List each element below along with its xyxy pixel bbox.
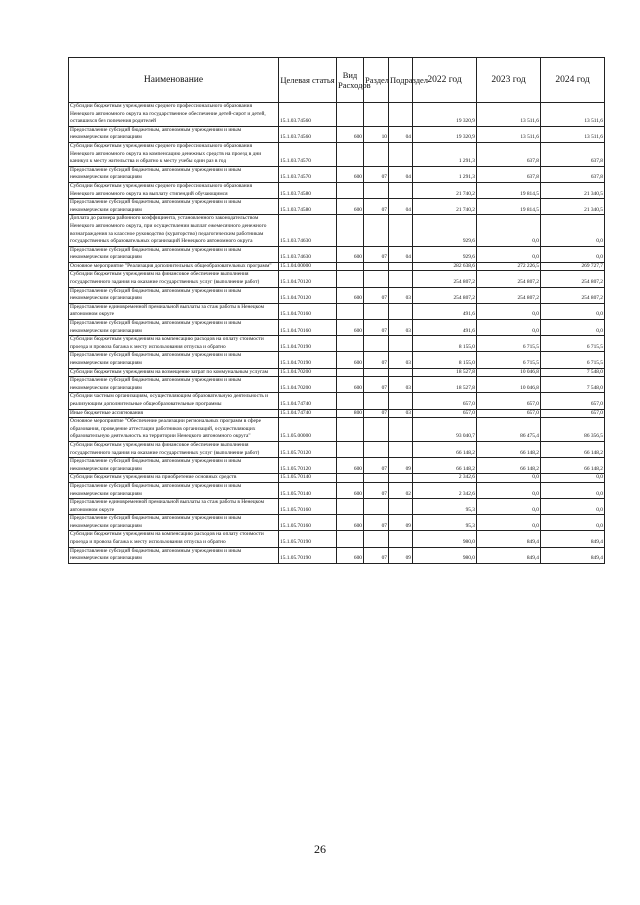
table-row [69, 166, 605, 182]
table-row [69, 482, 605, 498]
row-section: 07 [364, 377, 389, 393]
header-section: Раздел [364, 58, 389, 103]
row-value-2024: 0,0 [541, 215, 605, 246]
row-expense-kind [337, 368, 364, 377]
row-expense-kind [337, 393, 364, 409]
row-section [364, 271, 389, 287]
row-expense-kind [337, 103, 364, 127]
row-subsection [389, 336, 413, 352]
table-row [69, 142, 605, 166]
row-subsection: 03 [389, 287, 413, 303]
row-target-article: 15.1.04.70190 [279, 352, 337, 368]
row-target-article: 15.1.03.74570 [279, 142, 337, 166]
row-value-2023: 6 715,5 [477, 336, 541, 352]
row-name: Предоставление субсидий бюджетным, автономным учреждениям и иным некоммерческим организациям [69, 246, 279, 262]
row-expense-kind: 600 [337, 377, 364, 393]
row-section [364, 142, 389, 166]
row-subsection [389, 393, 413, 409]
table-row [69, 515, 605, 531]
table-row [69, 393, 605, 409]
row-subsection: 04 [389, 199, 413, 215]
row-section [364, 262, 389, 271]
row-expense-kind [337, 182, 364, 198]
row-value-2023: 849,4 [477, 531, 541, 547]
table-row [69, 377, 605, 393]
row-name: Субсидии бюджетным учреждениям на финансовое обеспечение выполнения государственного задания на оказание государственных услуг (выполнение работ) [69, 441, 279, 457]
row-subsection: 03 [389, 409, 413, 418]
row-value-2022: 491,6 [413, 320, 477, 336]
row-target-article: 15.1.04.70190 [279, 336, 337, 352]
table-row [69, 547, 605, 563]
row-expense-kind [337, 474, 364, 483]
row-value-2023: 0,0 [477, 320, 541, 336]
row-section [364, 531, 389, 547]
row-section [364, 499, 389, 515]
row-name: Доплата до размера районного коэффициента, установленного законодательством Ненецкого автономного округа, при осуществлении выплат ежемесячного денежного вознаграждения за классное руководство (кураторство) педагогическим работникам государственных образовательных организаций Ненецкого автономного округа [69, 215, 279, 246]
row-value-2024: 13 511,6 [541, 126, 605, 142]
row-name: Предоставление субсидий бюджетным, автономным учреждениям и иным некоммерческим организациям [69, 166, 279, 182]
row-target-article: 15.1.05.70190 [279, 547, 337, 563]
row-section: 07 [364, 409, 389, 418]
row-subsection [389, 182, 413, 198]
row-value-2024: 657,0 [541, 409, 605, 418]
row-value-2023: 637,8 [477, 166, 541, 182]
table-row [69, 531, 605, 547]
row-target-article: 15.1.04.74740 [279, 409, 337, 418]
row-value-2022: 2 342,6 [413, 474, 477, 483]
row-name: Предоставление субсидий бюджетным, автономным учреждениям и иным некоммерческим организациям [69, 377, 279, 393]
row-subsection [389, 368, 413, 377]
row-section: 07 [364, 320, 389, 336]
row-target-article: 15.1.05.70160 [279, 499, 337, 515]
row-value-2022: 282 638,6 [413, 262, 477, 271]
header-subsection: Подраздел [389, 58, 413, 103]
row-target-article: 15.1.03.74560 [279, 126, 337, 142]
row-value-2024: 21 340,5 [541, 182, 605, 198]
header-year-2023: 2023 год [477, 58, 541, 103]
header-year-2024: 2024 год [541, 58, 605, 103]
table-row [69, 182, 605, 198]
row-value-2024: 254 807,2 [541, 271, 605, 287]
row-value-2023: 0,0 [477, 246, 541, 262]
row-name: Субсидии бюджетным учреждениям на компенсацию расходов на оплату стоимости проезда и провоза багажа к месту использования отпуска и обратно [69, 531, 279, 547]
table-row [69, 303, 605, 319]
row-value-2024: 0,0 [541, 246, 605, 262]
row-section: 07 [364, 352, 389, 368]
row-name: Предоставление субсидий бюджетным, автономным учреждениям и иным некоммерческим организациям [69, 199, 279, 215]
row-value-2022: 66 148,2 [413, 458, 477, 474]
row-subsection [389, 418, 413, 442]
table-row [69, 199, 605, 215]
row-value-2023: 0,0 [477, 515, 541, 531]
row-target-article: 15.1.04.70120 [279, 287, 337, 303]
row-target-article: 15.1.03.74560 [279, 103, 337, 127]
row-subsection [389, 262, 413, 271]
row-value-2024: 13 511,6 [541, 103, 605, 127]
row-target-article: 15.1.04.70200 [279, 377, 337, 393]
row-value-2022: 66 148,2 [413, 441, 477, 457]
row-value-2024: 0,0 [541, 474, 605, 483]
row-value-2023: 272 226,5 [477, 262, 541, 271]
row-expense-kind [337, 418, 364, 442]
row-value-2022: 980,0 [413, 547, 477, 563]
row-value-2023: 10 046,8 [477, 368, 541, 377]
table-row [69, 262, 605, 271]
row-value-2023: 19 814,5 [477, 182, 541, 198]
row-target-article: 15.1.03.74630 [279, 246, 337, 262]
row-target-article: 15.1.05.70140 [279, 482, 337, 498]
row-value-2024: 66 148,2 [541, 458, 605, 474]
row-value-2023: 66 148,2 [477, 458, 541, 474]
row-value-2022: 1 291,3 [413, 166, 477, 182]
row-section [364, 474, 389, 483]
row-subsection: 09 [389, 458, 413, 474]
row-subsection: 04 [389, 126, 413, 142]
table-header-row [69, 58, 605, 103]
row-value-2023: 657,0 [477, 393, 541, 409]
row-value-2024: 0,0 [541, 482, 605, 498]
row-expense-kind [337, 215, 364, 246]
row-value-2023: 10 046,8 [477, 377, 541, 393]
header-name: Наименование [69, 58, 279, 103]
row-name: Предоставление субсидий бюджетным, автономным учреждениям и иным некоммерческим организациям [69, 320, 279, 336]
row-value-2023: 13 511,6 [477, 103, 541, 127]
row-section [364, 103, 389, 127]
table-row [69, 409, 605, 418]
row-subsection [389, 474, 413, 483]
row-section [364, 303, 389, 319]
row-value-2022: 980,0 [413, 531, 477, 547]
row-subsection [389, 271, 413, 287]
row-value-2022: 657,0 [413, 393, 477, 409]
row-value-2022: 929,6 [413, 246, 477, 262]
row-section: 07 [364, 547, 389, 563]
row-section [364, 215, 389, 246]
row-name: Субсидии бюджетным учреждениям на компенсацию расходов на оплату стоимости проезда и провоза багажа к месту использования отпуска и обратно [69, 336, 279, 352]
row-value-2024: 269 727,7 [541, 262, 605, 271]
row-value-2023: 66 148,2 [477, 441, 541, 457]
row-value-2022: 1 291,3 [413, 142, 477, 166]
row-target-article: 15.1.03.74570 [279, 166, 337, 182]
row-expense-kind: 600 [337, 320, 364, 336]
table-body [69, 103, 605, 564]
row-target-article: 15.1.05.00000 [279, 418, 337, 442]
row-section: 10 [364, 126, 389, 142]
row-section: 07 [364, 166, 389, 182]
row-subsection: 03 [389, 320, 413, 336]
row-subsection [389, 499, 413, 515]
row-value-2023: 86 475,4 [477, 418, 541, 442]
row-expense-kind [337, 303, 364, 319]
row-subsection: 03 [389, 377, 413, 393]
table-row [69, 126, 605, 142]
row-section [364, 393, 389, 409]
row-value-2024: 66 148,2 [541, 441, 605, 457]
row-target-article: 15.1.03.74580 [279, 182, 337, 198]
row-target-article: 15.1.03.74630 [279, 215, 337, 246]
row-name: Субсидии бюджетным учреждениям среднего профессионального образования Ненецкого автономного округа на компенсацию денежных средств на проезд в дни каникул к месту жительства и обратно к месту учебы один раз в год [69, 142, 279, 166]
row-value-2022: 21 740,2 [413, 182, 477, 198]
table-row [69, 418, 605, 442]
table-row [69, 352, 605, 368]
row-section: 07 [364, 515, 389, 531]
row-subsection: 04 [389, 246, 413, 262]
row-target-article: 15.1.04.70160 [279, 303, 337, 319]
row-value-2024: 0,0 [541, 515, 605, 531]
row-name: Основное мероприятие "Обеспечение реализации региональных программ в сфере образования, проведение аттестации работников организаций, осуществляющих образовательную деятельность на территории Ненецкого автономного округа" [69, 418, 279, 442]
row-name: Предоставление субсидий бюджетным, автономным учреждениям и иным некоммерческим организациям [69, 352, 279, 368]
row-value-2023: 0,0 [477, 499, 541, 515]
row-expense-kind [337, 441, 364, 457]
header-year-2022: 2022 год [413, 58, 477, 103]
row-value-2024: 0,0 [541, 320, 605, 336]
row-value-2024: 21 340,5 [541, 199, 605, 215]
row-value-2022: 2 342,6 [413, 482, 477, 498]
row-expense-kind [337, 262, 364, 271]
row-value-2022: 18 527,8 [413, 368, 477, 377]
row-value-2023: 0,0 [477, 303, 541, 319]
row-value-2023: 657,0 [477, 409, 541, 418]
row-expense-kind: 600 [337, 287, 364, 303]
row-value-2022: 929,6 [413, 215, 477, 246]
row-section [364, 418, 389, 442]
row-name: Субсидии бюджетным учреждениям на финансовое обеспечение выполнения государственного задания на оказание государственных услуг (выполнение работ) [69, 271, 279, 287]
row-target-article: 15.1.04.70160 [279, 320, 337, 336]
header-target-article: Целевая статья [279, 58, 337, 103]
row-name: Субсидии бюджетным учреждениям на приобретение основных средств [69, 474, 279, 483]
header-expense-kind: Вид Расходов [337, 58, 364, 103]
table-row [69, 458, 605, 474]
row-name: Предоставление субсидий бюджетным, автономным учреждениям и иным некоммерческим организациям [69, 547, 279, 563]
page-number: 26 [314, 842, 326, 856]
row-target-article: 15.1.03.74580 [279, 199, 337, 215]
row-value-2024: 6 715,5 [541, 352, 605, 368]
row-target-article: 15.1.04.74740 [279, 393, 337, 409]
row-value-2023: 254 807,2 [477, 287, 541, 303]
row-subsection: 02 [389, 482, 413, 498]
row-target-article: 15.1.05.70160 [279, 515, 337, 531]
row-subsection [389, 441, 413, 457]
row-value-2024: 254 807,2 [541, 287, 605, 303]
row-name: Субсидии бюджетным учреждениям среднего профессионального образования Ненецкого автономного округа на государственное обеспечение детей-сирот и детей, оставшихся без попечения родителей [69, 103, 279, 127]
row-value-2022: 93 040,7 [413, 418, 477, 442]
row-section [364, 336, 389, 352]
row-value-2023: 6 715,5 [477, 352, 541, 368]
table-row [69, 246, 605, 262]
row-value-2022: 18 527,8 [413, 377, 477, 393]
row-expense-kind: 600 [337, 458, 364, 474]
row-value-2024: 7 548,0 [541, 368, 605, 377]
row-subsection [389, 142, 413, 166]
table-row [69, 287, 605, 303]
row-target-article: 15.1.04.00000 [279, 262, 337, 271]
row-value-2022: 8 155,0 [413, 352, 477, 368]
table-row [69, 103, 605, 127]
row-expense-kind [337, 336, 364, 352]
row-name: Предоставление субсидий бюджетным, автономным учреждениям и иным некоммерческим организациям [69, 482, 279, 498]
row-value-2023: 254 807,2 [477, 271, 541, 287]
row-expense-kind: 600 [337, 547, 364, 563]
row-section [364, 441, 389, 457]
row-expense-kind: 600 [337, 199, 364, 215]
row-expense-kind [337, 142, 364, 166]
budget-table-container [68, 57, 604, 564]
row-expense-kind: 600 [337, 352, 364, 368]
row-value-2023: 637,8 [477, 142, 541, 166]
row-value-2022: 21 740,2 [413, 199, 477, 215]
row-name: Предоставление субсидий бюджетным, автономным учреждениям и иным некоммерческим организациям [69, 515, 279, 531]
row-value-2022: 19 320,9 [413, 103, 477, 127]
row-subsection [389, 215, 413, 246]
row-expense-kind: 600 [337, 515, 364, 531]
row-value-2023: 19 814,5 [477, 199, 541, 215]
row-name: Предоставление единовременной премиальной выплаты за стаж работы в Ненецком автономном округе [69, 303, 279, 319]
row-section: 07 [364, 287, 389, 303]
row-name: Субсидии бюджетным учреждениям среднего профессионального образования Ненецкого автономного округа на выплату стипендий обучающимся [69, 182, 279, 198]
table-row [69, 320, 605, 336]
row-section: 07 [364, 458, 389, 474]
row-expense-kind [337, 531, 364, 547]
table-row [69, 474, 605, 483]
row-value-2024: 849,4 [541, 531, 605, 547]
row-value-2022: 491,6 [413, 303, 477, 319]
row-section: 07 [364, 199, 389, 215]
row-value-2024: 657,0 [541, 393, 605, 409]
row-name: Предоставление субсидий бюджетным, автономным учреждениям и иным некоммерческим организациям [69, 287, 279, 303]
row-expense-kind: 600 [337, 246, 364, 262]
row-expense-kind [337, 271, 364, 287]
row-value-2022: 254 807,2 [413, 271, 477, 287]
row-expense-kind: 600 [337, 482, 364, 498]
row-expense-kind: 800 [337, 409, 364, 418]
table-row [69, 215, 605, 246]
row-section: 07 [364, 246, 389, 262]
row-value-2024: 0,0 [541, 303, 605, 319]
row-target-article: 15.1.05.70140 [279, 474, 337, 483]
row-subsection: 04 [389, 166, 413, 182]
row-value-2024: 86 356,5 [541, 418, 605, 442]
row-name: Предоставление единовременной премиальной выплаты за стаж работы в Ненецком автономном округе [69, 499, 279, 515]
table-row [69, 336, 605, 352]
row-target-article: 15.1.05.70190 [279, 531, 337, 547]
row-subsection: 09 [389, 547, 413, 563]
row-subsection: 09 [389, 515, 413, 531]
row-value-2023: 13 511,6 [477, 126, 541, 142]
row-value-2022: 657,0 [413, 409, 477, 418]
row-value-2023: 0,0 [477, 215, 541, 246]
row-subsection [389, 303, 413, 319]
row-name: Субсидии частным организациям, осуществляющим образовательную деятельность и реализующим дополнительные общеобразовательные программы [69, 393, 279, 409]
row-name: Основное мероприятие "Реализация дополнительных общеобразовательных программ" [69, 262, 279, 271]
row-target-article: 15.1.05.70120 [279, 441, 337, 457]
row-value-2022: 8 155,0 [413, 336, 477, 352]
row-value-2024: 6 715,5 [541, 336, 605, 352]
row-subsection [389, 103, 413, 127]
row-name: Предоставление субсидий бюджетным, автономным учреждениям и иным некоммерческим организациям [69, 126, 279, 142]
row-value-2024: 637,8 [541, 166, 605, 182]
row-expense-kind: 600 [337, 166, 364, 182]
row-value-2024: 849,4 [541, 547, 605, 563]
budget-table [68, 57, 605, 564]
row-value-2023: 849,4 [477, 547, 541, 563]
row-value-2023: 0,0 [477, 482, 541, 498]
table-row [69, 368, 605, 377]
table-row [69, 271, 605, 287]
row-value-2024: 0,0 [541, 499, 605, 515]
row-section [364, 368, 389, 377]
row-expense-kind [337, 499, 364, 515]
row-target-article: 15.1.04.70200 [279, 368, 337, 377]
row-name: Предоставление субсидий бюджетным, автономным учреждениям и иным некоммерческим организациям [69, 458, 279, 474]
row-target-article: 15.1.05.70120 [279, 458, 337, 474]
row-subsection: 03 [389, 352, 413, 368]
row-value-2024: 7 548,0 [541, 377, 605, 393]
row-target-article: 15.1.04.70120 [279, 271, 337, 287]
table-row [69, 499, 605, 515]
row-subsection [389, 531, 413, 547]
row-name: Иные бюджетные ассигнования [69, 409, 279, 418]
row-value-2023: 0,0 [477, 474, 541, 483]
row-section [364, 182, 389, 198]
row-section: 07 [364, 482, 389, 498]
row-value-2022: 19 320,9 [413, 126, 477, 142]
row-value-2022: 95,3 [413, 515, 477, 531]
row-expense-kind: 600 [337, 126, 364, 142]
row-value-2022: 95,3 [413, 499, 477, 515]
row-value-2024: 637,8 [541, 142, 605, 166]
table-row [69, 441, 605, 457]
row-value-2022: 254 807,2 [413, 287, 477, 303]
row-name: Субсидии бюджетным учреждениям на возмещение затрат по коммунальным услугам [69, 368, 279, 377]
